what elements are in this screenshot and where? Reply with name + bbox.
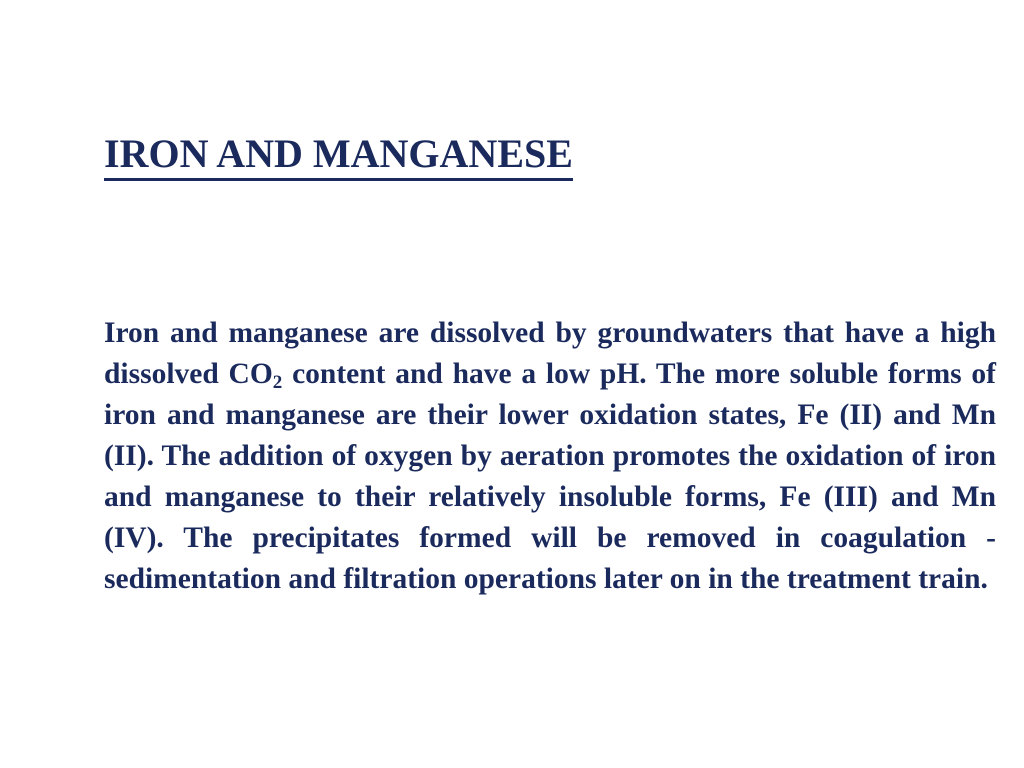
body-subscript: 2 (272, 371, 283, 393)
body-text-part2: content and have a low pH. The more soluble forms of iron and manganese are their lower oxidation states, Fe (II) and Mn (II). The addition of oxygen by aeration promotes the oxidation of iron and manganese to their relatively insoluble forms, Fe (III) and Mn (IV). The precipitates formed will be removed in coagulation - sedimentation and filtration operations later on in the treatment train. (104, 358, 996, 595)
slide-title (104, 128, 573, 180)
body-text-part1: Iron and manganese are dissolved by groundwaters that have a high dissolved CO (104, 317, 996, 390)
slide-title-text: IRON AND MANGANESE (104, 131, 573, 181)
slide-body-paragraph (104, 313, 996, 600)
